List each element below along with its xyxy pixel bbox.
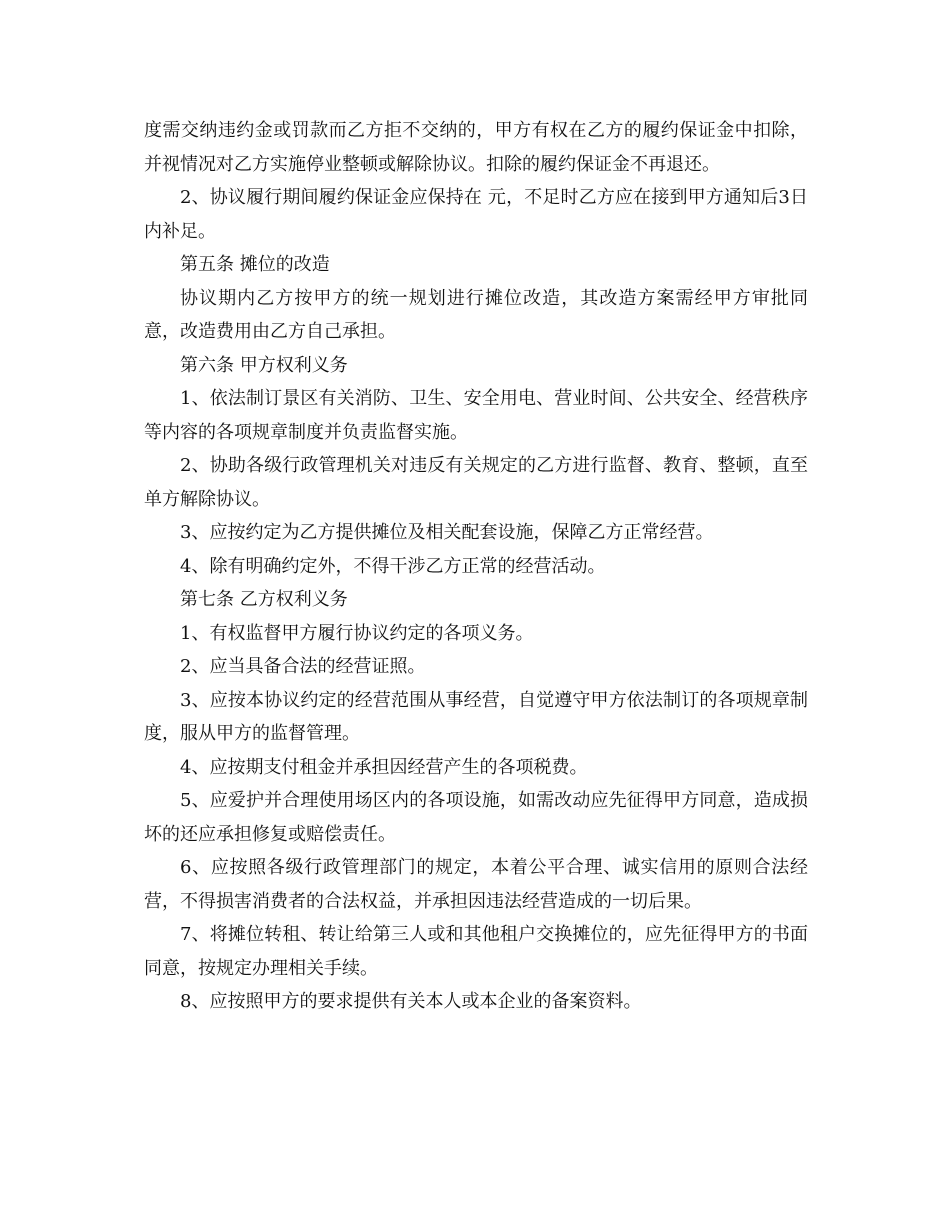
document-body [144, 114, 808, 1019]
paragraph-clause: 2、应当具备合法的经营证照。 [180, 656, 426, 677]
paragraph-clause: 2、协助各级行政管理机关对违反有关规定的乙方进行监督、教育、整顿，直至单方解除协议。 [144, 455, 808, 510]
paragraph-clause: 7、将摊位转租、转让给第三人或和其他租户交换摊位的，应先征得甲方的书面同意，按规定办理相关手续。 [144, 924, 808, 979]
paragraph-clause: 3、应按本协议约定的经营范围从事经营，自觉遵守甲方依法制订的各项规章制度，服从甲方的监督管理。 [144, 689, 808, 744]
article-heading: 第五条 摊位的改造 [180, 254, 330, 275]
article-heading: 第六条 甲方权利义务 [180, 354, 348, 376]
paragraph-clause: 协议期内乙方按甲方的统一规划进行摊位改造，其改造方案需经甲方审批同意，改造费用由乙方自己承担。 [144, 287, 808, 342]
paragraph-clause: 8、应按照甲方的要求提供有关本人或本企业的备案资料。 [180, 991, 642, 1012]
paragraph-clause: 4、除有明确约定外，不得干涉乙方正常的经营活动。 [180, 555, 606, 577]
paragraph-clause: 4、应按期支付租金并承担因经营产生的各项税费。 [180, 756, 588, 778]
paragraph-clause: 1、依法制订景区有关消防、卫生、安全用电、营业时间、公共安全、经营秩序等内容的各项规章制度并负责监督实施。 [144, 388, 808, 443]
paragraph-continuation: 度需交纳违约金或罚款而乙方拒不交纳的，甲方有权在乙方的履约保证金中扣除，并视情况对乙方实施停业整顿或解除协议。扣除的履约保证金不再退还。 [144, 120, 808, 175]
paragraph-clause: 2、协议履行期间履约保证金应保持在 元，不足时乙方应在接到甲方通知后3日内补足。 [144, 187, 808, 242]
paragraph-clause: 5、应爱护并合理使用场区内的各项设施，如需改动应先征得甲方同意，造成损坏的还应承担修复或赔偿责任。 [144, 790, 808, 845]
paragraph-clause: 1、有权监督甲方履行协议约定的各项义务。 [180, 622, 534, 644]
paragraph-clause: 3、应按约定为乙方提供摊位及相关配套设施，保障乙方正常经营。 [180, 522, 714, 543]
article-heading: 第七条 乙方权利义务 [180, 589, 348, 610]
paragraph-clause: 6、应按照各级行政管理部门的规定，本着公平合理、诚实信用的原则合法经营，不得损害消费者的合法权益，并承担因违法经营造成的一切后果。 [144, 857, 808, 912]
